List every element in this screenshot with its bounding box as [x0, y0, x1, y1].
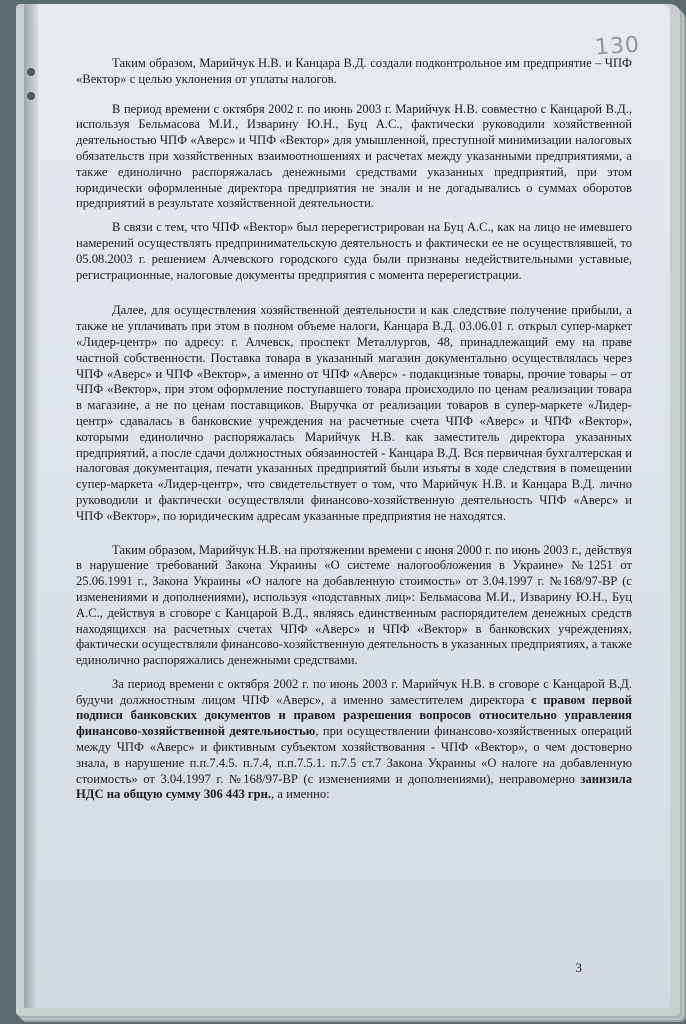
paragraph-4: Далее, для осуществления хозяйственной деятельности и как следствие получение прибыли, а также не уплачивать при этом в полном объеме налоги, Канцара В.Д. 03.06.01 г. открыл супер-маркет «Лидер-центр» по адресу: г. Алчевск, проспект Металлургов, 48, принадлежащий ему на праве частной собственности. Поставка товара в указанный магазин документально осуществлялась через ЧПФ «Аверс» и ЧПФ «Вектор», а именно от ЧПФ «Аверс» - подакцизные товары, прочие товары – от ЧПФ «Вектор», при этом оформление поступавшего товара происходило по ценам реализации товара в магазине, а не по ценам поставщиков. Выручка от реализации товаров в супер-маркете «Лидер-центр» сдавалась в банковские учреждения на расчетные счета ЧПФ «Аверс» и ЧПФ «Вектор», которыми единолично распоряжалась Марийчук Н.В. как заместитель директора указанных предприятий, а после сдачи должностных обязанностей - Канцара В.Д. Вся первичная бухгалтерская и налоговая документация, печати указанных предприятий были изъяты в ходе следствия в помещении супер-маркета «Лидер-центр», что свидетельствует о том, что Марийчук Н.В. и Канцара В.Д. лично руководили и фактически осуществляли финансово-хозяйственную деятельность ЧПФ «Аверс» и ЧПФ «Вектор», по юридическим адресам указанные предприятия не находятся. [76, 303, 632, 523]
page-number: 3 [575, 960, 582, 975]
binding-edge [24, 4, 38, 1008]
document-body [76, 56, 632, 811]
page-stack [16, 4, 680, 1016]
paragraph-6-bold-2: занизила НДС на общую сумму 306 443 грн. [76, 771, 632, 802]
paragraph-3: В связи с тем, что ЧПФ «Вектор» был перерегистрирован на Буц А.С., как на лицо не имевшего намерений осуществлять предпринимательскую деятельность и фактически ее не осуществлявшей, то 05.08.2003 г. решением Алчевского городского суда были признаны недействительными уставные, регистрационные, налоговые документы предприятия с момента перерегистрации. [76, 220, 632, 282]
document-page [24, 4, 670, 1008]
paragraph-6-part-2: , при осуществлении финансово-хозяйственных операций между ЧПФ «Аверс» и фиктивным субъектом хозяйствования - ЧПФ «Вектор», о чем достоверно знала, в нарушение п.п.7.4.5. п.7.4, п.п.7.5.1. п.7.5 ст.7 Закона Украины «О налоге на добавленную стоимость» от 3.04.1997 г. №168/97-ВР (с изменениями и дополнениями), неправомерно [76, 724, 632, 786]
paragraph-6-part-1: За период времени с октября 2002 г. по июнь 2003 г. Марийчук Н.В. в сговоре с Канцарой В.Д. будучи должностным лицом ЧПФ «Аверс», а именно заместителем директора [76, 676, 632, 707]
binding-hole-icon [27, 68, 35, 76]
binding-hole-icon [27, 92, 35, 100]
folio-number: 130 [594, 32, 641, 61]
paragraph-5: Таким образом, Марийчук Н.В. на протяжении времени с июня 2000 г. по июнь 2003 г., действуя в нарушение требований Закона Украины «О системе налогообложения в Украине» №1251 от 25.06.1991 г., Закона Украины «О налоге на добавленную стоимость» от 3.04.1997 г. №168/97-ВР (с изменениями и дополнениями), используя «подставных лиц»: Бельмасова М.И., Изварину Ю.Н., Буц А.С., действуя в сговоре с Канцарой В.Д., являясь единственным распорядителем денежных средств находящихся на расчетных счетах ЧПФ «Аверс» и ЧПФ «Вектор» в банковских учреждениях, фактически осуществляли финансово-хозяйственную деятельность в указанных предприятиях, а также единолично распоряжались денежными средствами. [76, 542, 632, 668]
paragraph-6 [76, 677, 632, 803]
paragraph-6-part-3: , а именно: [271, 787, 330, 802]
paragraph-6-bold-1: с правом первой подписи банковских документов и правом разрешения вопросов относительно управления финансово-хозяйственной деятельностью [76, 692, 632, 739]
paragraph-1: Таким образом, Марийчук Н.В. и Канцара В.Д. создали подконтрольное им предприятие – ЧПФ «Вектор» с целью уклонения от уплаты налогов. [76, 56, 632, 86]
paragraph-2: В период времени с октября 2002 г. по июнь 2003 г. Марийчук Н.В. совместно с Канцарой В.Д., используя Бельмасова М.И., Изварину Ю.Н., Буц А.С., фактически руководили хозяйственной деятельностью ЧПФ «Аверс» и ЧПФ «Вектор» для умышленной, преступной минимизации налоговых обязательств при хозяйственных взаимоотношениях и расчетах между указанными предприятиями, а также единолично распоряжалась денежными средствами указанных предприятий, при этом юридически оформленные директора предприятия не знали и не догадывались о суммах оборотов предприятий в результате хозяйственной деятельности. [76, 101, 632, 211]
